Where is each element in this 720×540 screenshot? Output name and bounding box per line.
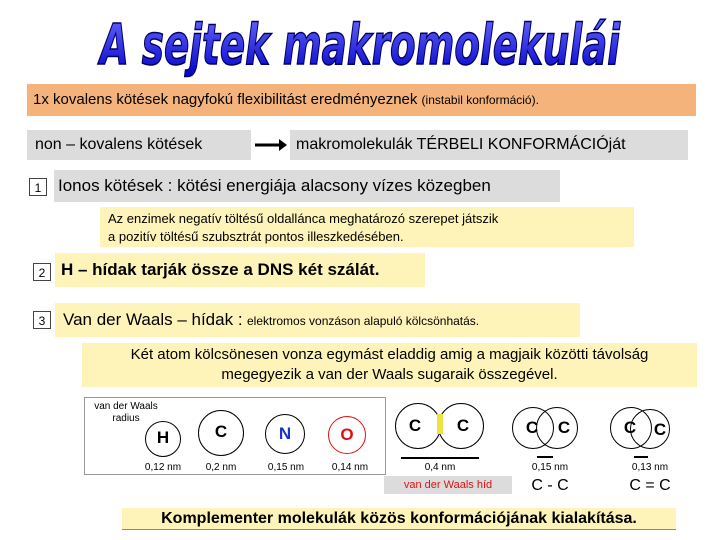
enzyme-note [100, 207, 634, 247]
pair1-label-b: C [456, 416, 470, 435]
item-h-bridges: H – hídak tarják össze a DNS két szálát. [55, 253, 425, 287]
item-vdw-bridges [55, 303, 580, 337]
radius-caption-line2: radius [112, 413, 140, 424]
pair1-contact-mark [437, 414, 443, 434]
pair2-name: C - C [531, 477, 569, 494]
pair1-label-a: C [408, 416, 422, 435]
intro-banner [27, 84, 696, 116]
atom-label-h: H [156, 428, 170, 447]
atom-radius-c: 0,2 nm [205, 462, 237, 473]
item-ionic-bonds: Ionos kötések : kötési energiája alacsony vízes közegben [54, 170, 560, 202]
intro-text: 1x kovalens kötések nagyfokú flexibilitást eredményeznek [33, 91, 418, 108]
conclusion: Komplementer molekulák közös konformációjának kialakítása. [122, 508, 676, 530]
vdw-note-line1: Két atom kölcsönesen vonza egymást eladdig amig a magjaik közötti távolság [130, 346, 649, 363]
vdw-subtitle: elektromos vonzáson alapuló kölcsönhatás. [247, 314, 480, 328]
radius-caption [86, 401, 166, 425]
atom-label-n: N [278, 424, 292, 443]
pair3-distance: 0,13 nm [631, 462, 669, 473]
pair3-label-a: C [623, 418, 637, 437]
conformation-label: makromolekulák TÉRBELI KONFORMÁCIÓját [290, 130, 688, 160]
item-number-1: 1 [29, 178, 47, 196]
item-number-2: 2 [33, 263, 51, 281]
radius-caption-line1: van der Waals [94, 401, 158, 412]
pair3-name: C = C [629, 477, 671, 494]
atom-radius-n: 0,15 nm [267, 462, 305, 473]
page-title [40, 8, 680, 78]
atom-label-o: O [340, 425, 354, 444]
enzyme-note-line1: Az enzimek negatív töltésű oldallánca meghatározó szerepet játszik [108, 211, 499, 226]
pair2-label-b: C [557, 418, 571, 437]
vdw-note-line2: megegyezik a van der Waals sugaraik összegével. [221, 366, 558, 383]
title-text: A sejtek makromolekulái [97, 13, 621, 78]
pair2-distance-line [537, 456, 553, 458]
item-number-3: 3 [33, 311, 51, 329]
atom-radius-h: 0,12 nm [144, 462, 182, 473]
pair1-distance: 0,4 nm [424, 462, 456, 473]
pair2-label-a: C [525, 418, 539, 437]
intro-paren: (instabil konformáció). [421, 93, 539, 107]
pair1-name: van der Waals híd [384, 476, 512, 494]
enzyme-note-line2: a pozitív töltésű szubsztrát pontos illeszkedésében. [108, 229, 404, 244]
atom-radius-o: 0,14 nm [331, 462, 369, 473]
noncovalent-label: non – kovalens kötések [27, 130, 251, 160]
pair1-distance-line [401, 457, 479, 459]
pair2-distance: 0,15 nm [531, 462, 569, 473]
vdw-note [82, 343, 697, 387]
vdw-title: Van der Waals – hídak : [63, 310, 243, 329]
pair3-distance-line [634, 456, 648, 458]
pair3-label-b: C [653, 420, 667, 439]
atom-label-c: C [214, 422, 228, 441]
arrow-icon [254, 138, 288, 152]
